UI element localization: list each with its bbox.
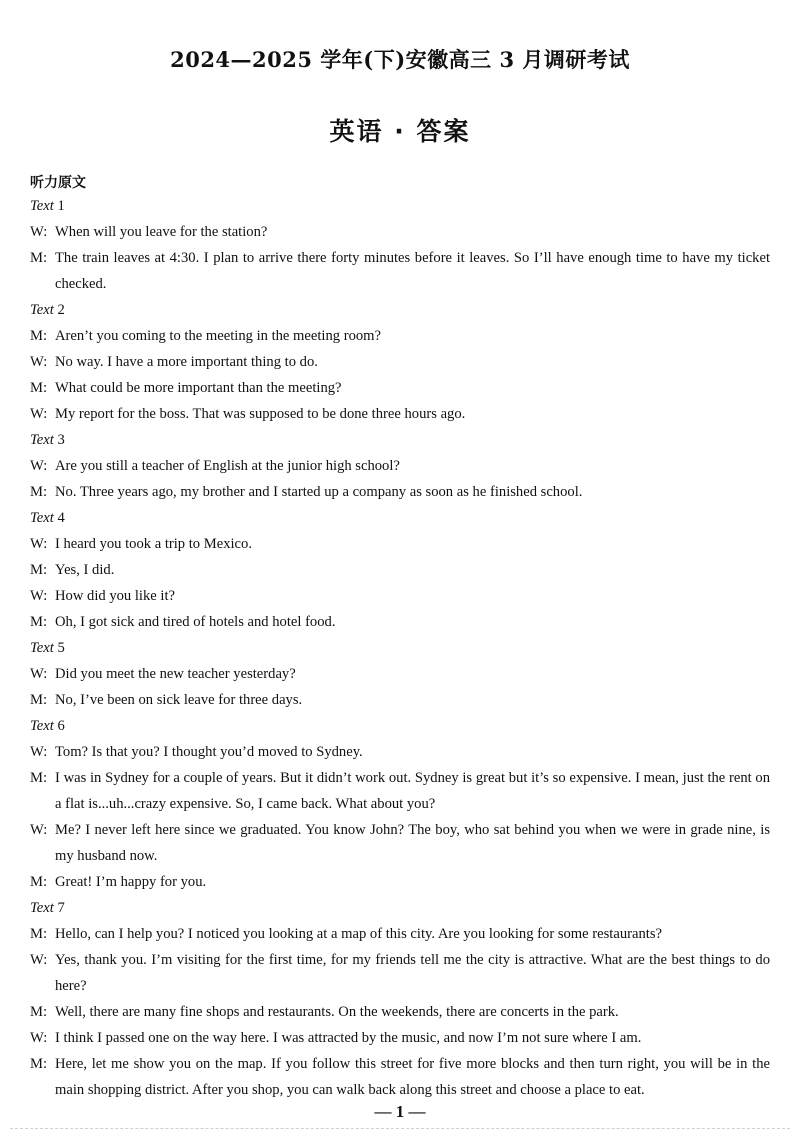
dialogue-line [30,219,770,245]
dialogue-text: Are you still a teacher of English at the junior high school? [55,458,400,474]
speaker-label: M: [30,692,48,708]
dialogue-text: My report for the boss. That was supposed to be done three hours ago. [55,406,466,422]
speaker-label: W: [30,406,48,422]
text-heading [30,713,770,739]
dialogue-text: Yes, I did. [55,562,115,578]
dialogue-line [30,349,770,375]
dialogue-line [30,687,770,713]
speaker-label: M: [30,874,48,890]
dialogue-line [30,869,770,895]
text-heading [30,635,770,661]
page-number: — 1 — [374,1102,426,1121]
dialogue-line [30,921,770,947]
dialogue-text: When will you leave for the station? [55,224,268,240]
speaker-label: W: [30,952,48,968]
document-subtitle: 英语 · 答案 [329,117,471,146]
speaker-label: M: [30,562,48,578]
dialogue-text: Did you meet the new teacher yesterday? [55,666,296,682]
section-title: 听力原文 [30,175,86,191]
dialogue-line [30,609,770,635]
text-heading-number: 1 [57,198,65,214]
text-heading [30,427,770,453]
text-heading [30,193,770,219]
dialogue-text: Aren’t you coming to the meeting in the meeting room? [55,328,381,344]
dialogue-line [30,999,770,1025]
text-heading [30,505,770,531]
dialogue-line [30,453,770,479]
text-heading-word: Text [30,432,54,448]
text-heading-word: Text [30,900,54,916]
text-heading-number: 2 [57,302,65,318]
speaker-label: M: [30,250,48,266]
dialogue-text: Oh, I got sick and tired of hotels and hotel food. [55,614,336,630]
text-heading-word: Text [30,198,54,214]
speaker-label: M: [30,328,48,344]
text-heading-number: 7 [57,900,65,916]
page-divider [10,1128,790,1129]
speaker-label: W: [30,1030,48,1046]
dialogue-line [30,531,770,557]
speaker-label: W: [30,666,48,682]
text-heading-word: Text [30,640,54,656]
dialogue-text: Great! I’m happy for you. [55,874,207,890]
text-heading-number: 3 [57,432,65,448]
text-heading-number: 4 [57,510,65,526]
speaker-label: W: [30,588,48,604]
speaker-label: M: [30,380,48,396]
speaker-label: M: [30,1004,48,1020]
dialogue-line [30,661,770,687]
dialogue-text: What could be more important than the meeting? [55,380,342,396]
dialogue-line [30,739,770,765]
dialogue-line [30,1025,770,1051]
dialogue-text: I was in Sydney for a couple of years. But it didn’t work out. Sydney is great but it’s so expensive. I mean, just the rent on a flat is...uh...crazy expensive. So, I came back. What about you? [55,770,770,812]
text-heading-word: Text [30,718,54,734]
dialogue-text: The train leaves at 4:30. I plan to arrive there forty minutes before it leaves. So I’ll have enough time to have my ticket checked. [55,250,770,292]
text-heading-number: 5 [57,640,65,656]
text-heading-number: 6 [57,718,65,734]
dialogue-text: Here, let me show you on the map. If you follow this street for five more blocks and then turn right, you will be in the main shopping district. After you shop, you can walk back along this street and choose a place to eat. [55,1056,770,1098]
dialogue-text: Me? I never left here since we graduated. You know John? The boy, who sat behind you when we were in grade nine, is my husband now. [55,822,770,864]
text-heading-word: Text [30,302,54,318]
speaker-label: W: [30,354,48,370]
dialogue-line [30,557,770,583]
dialogue-line [30,1051,770,1103]
speaker-label: M: [30,1056,48,1072]
text-heading-word: Text [30,510,54,526]
dialogue-line [30,817,770,869]
exam-title: 2024—2025 学年(下)安徽高三 3 月调研考试 [170,47,630,72]
speaker-label: M: [30,926,48,942]
speaker-label: W: [30,536,48,552]
speaker-label: W: [30,744,48,760]
dialogue-text: How did you like it? [55,588,175,604]
dialogue-line [30,765,770,817]
speaker-label: W: [30,224,48,240]
dialogue-text: No way. I have a more important thing to do. [55,354,318,370]
text-heading [30,297,770,323]
dialogue-line [30,375,770,401]
dialogue-line [30,947,770,999]
dialogue-line [30,401,770,427]
dialogue-text: Hello, can I help you? I noticed you looking at a map of this city. Are you looking for some restaurants? [55,926,662,942]
dialogue-text: No. Three years ago, my brother and I started up a company as soon as he finished school. [55,484,583,500]
text-heading [30,895,770,921]
dialogue-line [30,323,770,349]
dialogue-line [30,245,770,297]
speaker-label: W: [30,822,48,838]
dialogue-line [30,479,770,505]
dialogue-text: I think I passed one on the way here. I was attracted by the music, and now I’m not sure where I am. [55,1030,642,1046]
dialogue-text: I heard you took a trip to Mexico. [55,536,252,552]
speaker-label: M: [30,484,48,500]
speaker-label: M: [30,614,48,630]
dialogue-text: Well, there are many fine shops and restaurants. On the weekends, there are concerts in the park. [55,1004,619,1020]
dialogue-text: No, I’ve been on sick leave for three days. [55,692,303,708]
dialogue-line [30,583,770,609]
dialogue-text: Yes, thank you. I’m visiting for the first time, for my friends tell me the city is attractive. What are the best things to do here? [55,952,770,994]
transcript-content [30,193,770,1103]
dialogue-text: Tom? Is that you? I thought you’d moved to Sydney. [55,744,363,760]
speaker-label: M: [30,770,48,786]
speaker-label: W: [30,458,48,474]
